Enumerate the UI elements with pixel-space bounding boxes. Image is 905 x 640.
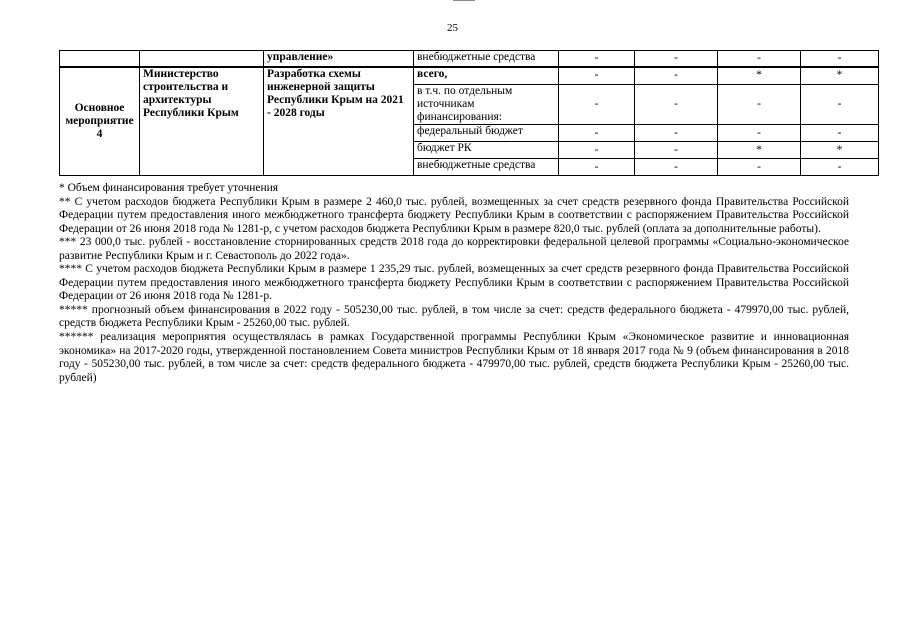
value-cell: - [801,159,879,176]
table-row-continuation [60,51,879,67]
value-cell: - [801,51,879,67]
footnote: ****** реализация мероприятия осуществлялась в рамках Государственной программы Республики Крым «Экономическое развитие и инновационная экономика» на 2017-2020 годы, утвержденной постановлением Совета министров Республики Крым от 18 января 2017 года № 9 (объем финансирования в 2018 году - 505230,00 тыс. рублей, в том числе за счет: средств федерального бюджета - 479970,00 тыс. рублей, средств бюджета Республики Крым - 25260,00 тыс. рублей) [59,331,849,384]
activity-continuation-cell: управление» [264,51,414,67]
value-cell: - [559,125,635,142]
footnote: **** С учетом расходов бюджета Республики Крым в размере 1 235,29 тыс. рублей, возмещенных за счет средств резервного фонда Правительства Российской Федерации путем предоставления иного межбюджетного трансферта бюджету Республики Крым в соответствии с распоряжением Правительства Российской Федерации от 26 июня 2018 года № 1281-р. [59,263,849,303]
funding-source-cell: бюджет РК [414,142,559,159]
footnote: *** 23 000,0 тыс. рублей - восстановление сторнированных средств 2018 года до корректировки федеральной целевой программы «Социально-экономическое развитие Республики Крым и г. Севастополь до 2022 года». [59,236,849,262]
value-cell: * [801,67,879,85]
value-cell: - [718,159,801,176]
funding-source-cell: федеральный бюджет [414,125,559,142]
value-cell: - [718,85,801,125]
executor-cell: Министерство строительства и архитектуры Республики Крым [140,67,264,176]
value-cell: - [801,85,879,125]
top-edge-mark [453,0,475,1]
value-cell: - [559,51,635,67]
main-event-cell: Основное мероприятие 4 [60,67,140,176]
footnote: * Объем финансирования требует уточнения [59,182,279,194]
budget-table [59,50,879,176]
funding-source-cell: внебюджетные средства [414,159,559,176]
table-cell-empty [140,51,264,67]
value-cell: - [635,159,718,176]
value-cell: - [635,67,718,85]
value-cell: - [635,51,718,67]
value-cell: - [718,51,801,67]
page-number: 25 [447,22,458,34]
funding-source-cell: всего, [414,67,559,85]
activity-cell: Разработка схемы инженерной защиты Республики Крым на 2021 - 2028 годы [264,67,414,176]
table-cell-empty [60,51,140,67]
value-cell: - [559,142,635,159]
value-cell: - [635,142,718,159]
value-cell: * [801,142,879,159]
footnote: ***** прогнозный объем финансирования в 2022 году - 505230,00 тыс. рублей, в том числе за счет: средств федерального бюджета - 479970,00 тыс. рублей, средств бюджета Республики Крым - 25260,00 тыс. рублей. [59,303,849,330]
footnote: ** С учетом расходов бюджета Республики Крым в размере 2 460,0 тыс. рублей, возмещенных за счет средств резервного фонда Правительства Российской Федерации путем предоставления иного межбюджетного трансферта бюджету Республики Крым в соответствии с распоряжением Правительства Российской Федерации от 26 июня 2018 года № 1281-р, с учетом расходов бюджета Республики Крым в размере 820,0 тыс. рублей (оплата за дополнительные работы). [59,195,849,235]
value-cell: * [718,67,801,85]
value-cell: - [559,159,635,176]
table-row [60,67,879,85]
value-cell: - [559,67,635,85]
value-cell: - [559,85,635,125]
footnotes [59,182,849,385]
value-cell: - [718,125,801,142]
value-cell: - [801,125,879,142]
value-cell: * [718,142,801,159]
funding-source-cell: внебюджетные средства [414,51,559,67]
value-cell: - [635,125,718,142]
funding-source-cell: в т.ч. по отдельным источникам финансирования: [414,85,559,125]
value-cell: - [635,85,718,125]
